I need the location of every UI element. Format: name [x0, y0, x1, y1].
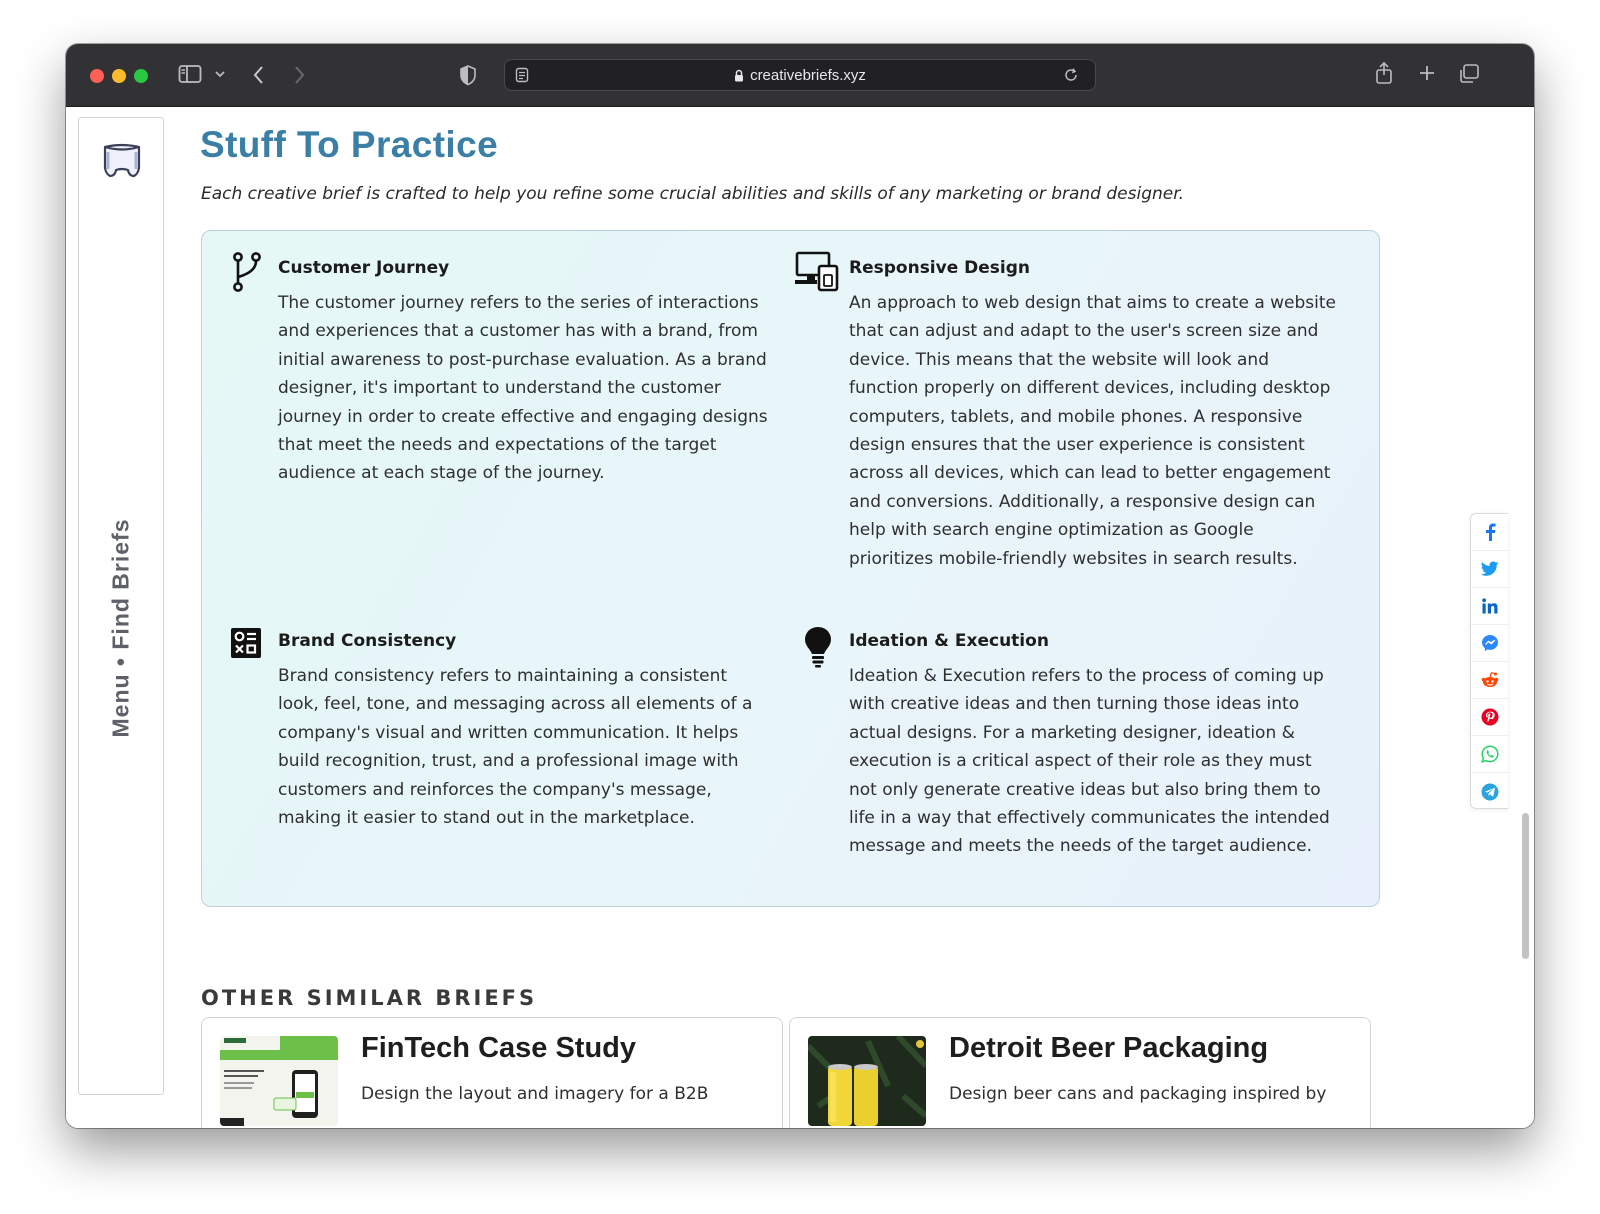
skill-description: An approach to web design that aims to create a website that can adjust and adapt to the user's screen size and device. This means that the website will look and function properly on different devices, including desktop computers, tablets, and mobile phones. A responsive design ensures that the user experience is consistent across all devices, which can lead to better engagement and conversions. Additionally, a responsive design can help with search engine optimization as Google prioritizes mobile-friendly websites in search results.: [849, 293, 1336, 569]
page-title: Stuff To Practice: [200, 124, 499, 165]
side-menu-rail[interactable]: [78, 117, 164, 1095]
chevron-down-icon[interactable]: [214, 69, 226, 79]
site-logo[interactable]: [101, 140, 143, 186]
reload-icon[interactable]: [1063, 67, 1079, 83]
skill-description: Ideation & Execution refers to the process of coming up with creative ideas and then turning those ideas into actual designs. For a marketing designer, ideation & execution is a critical aspect of their role as they must not only generate creative ideas but also bring them to life in a way that effectively communicates the intended message and meets the needs of the target audience.: [849, 666, 1330, 857]
skill-responsive-design: [849, 256, 1339, 573]
social-share-bar: [1470, 513, 1508, 809]
skill-description: The customer journey refers to the series of interactions and experiences that a customer has with a brand, from initial awareness to post-purchase evaluation. As a brand designer, it's important to understand the customer journey in order to create effective and engaging designs that meet the needs and expectations of the target audience at each stage of the journey.: [278, 293, 768, 484]
grid-symbols-icon: [230, 627, 264, 671]
brief-description: Design the layout and imagery for a B2B: [361, 1084, 709, 1104]
similar-briefs-heading: OTHER SIMILAR BRIEFS: [201, 986, 538, 1010]
branch-icon: [230, 250, 264, 294]
skill-title: Customer Journey: [278, 258, 450, 278]
twitter-icon[interactable]: [1471, 551, 1509, 588]
reddit-icon[interactable]: [1471, 662, 1509, 699]
zoom-window-button[interactable]: [134, 69, 148, 83]
sidebar-toggle-icon[interactable]: [178, 64, 202, 84]
page-content: [66, 107, 1534, 1128]
brief-description: Design beer cans and packaging inspired by: [949, 1084, 1327, 1104]
lock-icon: [734, 69, 744, 86]
skill-ideation-execution: [849, 629, 1339, 861]
address-bar[interactable]: [504, 59, 1096, 91]
skill-brand-consistency: [278, 629, 768, 832]
privacy-shield-icon[interactable]: [459, 64, 477, 86]
url-value: creativebriefs.xyz: [750, 67, 866, 84]
browser-toolbar: [66, 44, 1534, 107]
share-icon[interactable]: [1374, 61, 1394, 85]
linkedin-icon[interactable]: [1471, 588, 1509, 625]
devices-icon: [795, 250, 839, 294]
brief-title[interactable]: FinTech Case Study: [361, 1032, 637, 1064]
brief-title[interactable]: Detroit Beer Packaging: [949, 1032, 1269, 1064]
forward-icon[interactable]: [292, 64, 306, 86]
brief-card-detroit-beer[interactable]: [789, 1017, 1371, 1128]
back-icon[interactable]: [252, 64, 266, 86]
minimize-window-button[interactable]: [112, 69, 126, 83]
skill-customer-journey: [278, 256, 768, 488]
skill-title: Responsive Design: [849, 258, 1031, 278]
close-window-button[interactable]: [90, 69, 104, 83]
beer-packaging-thumbnail[interactable]: [808, 1036, 926, 1126]
page-scrollbar[interactable]: [1522, 813, 1529, 959]
skills-panel: [201, 230, 1380, 907]
telegram-icon[interactable]: [1471, 773, 1509, 810]
messenger-icon[interactable]: [1471, 625, 1509, 662]
url-text[interactable]: [505, 67, 1095, 86]
menu-find-briefs-label[interactable]: Menu • Find Briefs: [107, 518, 134, 738]
new-tab-icon[interactable]: [1418, 64, 1436, 82]
whatsapp-icon[interactable]: [1471, 736, 1509, 773]
tab-overview-icon[interactable]: [1458, 63, 1480, 85]
brief-card-fintech[interactable]: [201, 1017, 783, 1128]
browser-window: [66, 44, 1534, 1128]
skill-title: Ideation & Execution: [849, 631, 1049, 651]
skill-description: Brand consistency refers to maintaining a consistent look, feel, tone, and messaging across all elements of a company's visual and written communication. It helps build recognition, trust, and a professional image with customers and reinforces the company's message, making it easier to stand out in the marketplace.: [278, 666, 753, 829]
lightbulb-icon: [803, 625, 837, 669]
pinterest-icon[interactable]: [1471, 699, 1509, 736]
page-subtitle: Each creative brief is crafted to help you refine some crucial abilities and skills of any marketing or brand designer.: [201, 184, 1185, 204]
skill-title: Brand Consistency: [278, 631, 457, 651]
fintech-thumbnail[interactable]: [220, 1036, 338, 1126]
facebook-icon[interactable]: [1471, 514, 1509, 551]
